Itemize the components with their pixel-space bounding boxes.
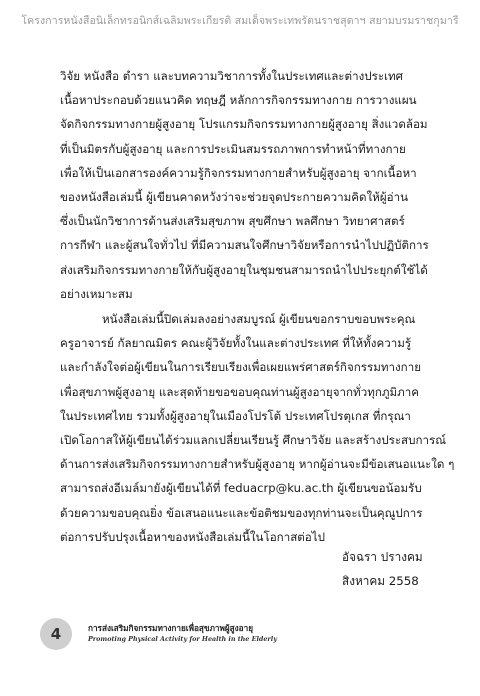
signature-block <box>342 545 423 593</box>
text-line: เปิดโอกาสให้ผู้เขียนได้ร่วมแลกเปลี่ยนเรียนรู้ ศึกษาวิจัย และสร้างประสบการณ์ <box>60 433 447 448</box>
text-line: ที่เป็นมิตรกับผู้สูงอายุ และการประเมินสมรรถภาพการทำหน้าที่ทางกาย <box>60 141 406 156</box>
text-line: ส่งเสริมกิจกรรมทางกายให้กับผู้สูงอายุในชุมชนสามารถนำไปประยุกต์ใช้ได้ <box>60 262 428 277</box>
text-line: ด้านการส่งเสริมกิจกรรมทางกายสำหรับผู้สูงอายุ หากผู้อ่านจะมีข้อเสนอแนะใด ๆ <box>60 457 455 472</box>
text-line: ในประเทศไทย รวมทั้งผู้สูงอายุในเมืองโปรโต้ ประเทศโปรตุเกส ที่กรุณา <box>60 408 411 423</box>
page-footer <box>40 618 460 650</box>
book-title-english: Promoting Physical Activity for Health in the Elderly <box>88 635 277 643</box>
text-line: จัดกิจกรรมทางกายผู้สูงอายุ โปรแกรมกิจกรรมทางกายผู้สูงอายุ สิ่งแวดล้อม <box>60 117 428 132</box>
text-line: เนื้อหาประกอบด้วยแนวคิด ทฤษฎี หลักการกิจกรรมทางกาย การวางแผน <box>60 93 417 108</box>
text-line: อย่างเหมาะสม <box>60 286 133 301</box>
body-text <box>60 64 455 549</box>
text-line: เพื่อสุขภาพผู้สูงอายุ และสุดท้ายขอขอบคุณท่านผู้สูงอายุจากทั่วทุกภูมิภาค <box>60 384 420 399</box>
text-line: หนังสือเล่มนี้ปิดเล่มลงอย่างสมบูรณ์ ผู้เขียนขอกราบขอบพระคุณ <box>102 312 416 327</box>
running-header: โครงการหนังสือนิเล็กทรอนิกส์เฉลิมพระเกียรติ สมเด็จพระเทพรัตนราชสุดาฯ สยามบรมราชกุมารี <box>21 15 459 27</box>
author-name: อัจฉรา ปรางคม <box>342 550 423 564</box>
paragraph-2 <box>60 307 455 549</box>
text-line: เพื่อให้เป็นเอกสารองค์ความรู้กิจกรรมทางกายสำหรับผู้สูงอายุ จากเนื้อหา <box>60 165 417 180</box>
text-line: วิจัย หนังสือ ตำรา และบทความวิชาการทั้งในประเทศและต่างประเทศ <box>60 69 404 83</box>
text-line: การกีฬา และผู้สนใจทั่วไป ที่มีความสนใจศึกษาวิจัยหรือการนำไปปฏิบัติการ <box>60 238 429 253</box>
text-line: ต่อการปรับปรุงเนื้อหาของหนังสือเล่มนี้ในโอกาสต่อไป <box>60 529 325 544</box>
text-line: ด้วยความขอบคุณยิ่ง ข้อเสนอแนะและข้อติชมของทุกท่านจะเป็นคุณูปการ <box>60 505 423 520</box>
text-line: และกำลังใจต่อผู้เขียนในการเรียบเรียงเพื่อเผยแพร่ศาสตร์กิจกรรมทางกาย <box>60 360 422 375</box>
page-number: 4 <box>40 618 72 650</box>
paragraph-1 <box>60 64 432 306</box>
text-line: ครูอาจารย์ กัลยาณมิตร คณะผู้วิจัยทั้งในและต่างประเทศ ที่ให้ทั้งความรู้ <box>60 336 412 351</box>
signature-date: สิงหาคม 2558 <box>342 574 419 588</box>
text-line: ของหนังสือเล่มนี้ ผู้เขียนคาดหวังว่าจะช่วยจุดประกายความคิดให้ผู้อ่าน <box>60 190 409 205</box>
book-title-thai: การส่งเสริมกิจกรรมทางกายเพื่อสุขภาพผู้สูงอายุ <box>88 623 253 633</box>
text-line: สามารถส่งอีเมล์มายังผู้เขียนได้ที่ feduacrp@ku.ac.th ผู้เขียนขอน้อมรับ <box>60 481 422 496</box>
text-line: ซึ่งเป็นนักวิชาการด้านส่งเสริมสุขภาพ สุขศึกษา พลศึกษา วิทยาศาสตร์ <box>60 214 405 229</box>
